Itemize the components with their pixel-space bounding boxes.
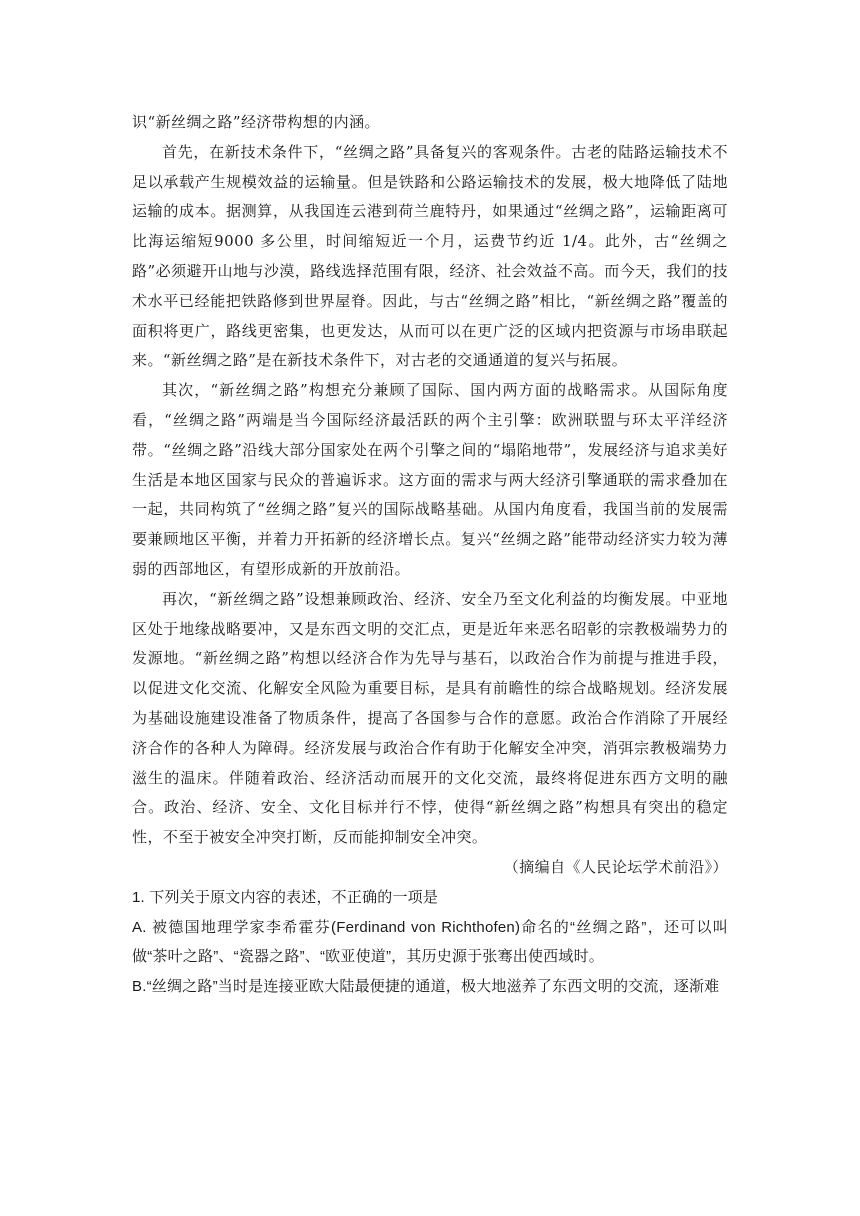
option-b: B.“丝绸之路”当时是连接亚欧大陆最便捷的通道，极大地滋养了东西文明的交流，逐渐难 (132, 978, 720, 996)
paragraph-second-point: 其次，“新丝绸之路”构想充分兼顾了国际、国内两方面的战略需求。从国际角度看，“丝绸之路”两端是当今国际经济最活跃的两个主引擎：欧洲联盟与环太平洋经济带。“丝绸之路”沿线大部分国家处在两个引擎之间的“塌陷地带”，发展经济与追求美好生活是本地区国家与民众的普遍诉求。这方面的需求与两大经济引擎通联的需求叠加在一起，共同构筑了“丝绸之路”复兴的国际战略基础。从国内角度看，我国当前的发展需要兼顾地区平衡，并着力开拓新的经济增长点。复兴“丝绸之路”能带动经济实力较为薄弱的西部地区，有望形成新的开放前沿。 (132, 381, 728, 578)
paragraph-third-point: 再次，“新丝绸之路”设想兼顾政治、经济、安全乃至文化利益的均衡发展。中亚地区处于地缘战略要冲，又是东西文明的交汇点，更是近年来恶名昭彰的宗教极端势力的发源地。“新丝绸之路”构想以经济合作为先导与基石，以政治合作为前提与推进手段，以促进文化交流、化解安全风险为重要目标，是具有前瞻性的综合战略规划。经济发展为基础设施建设准备了物质条件，提高了各国参与合作的意愿。政治合作消除了开展经济合作的各种人为障碍。经济发展与政治合作有助于化解安全冲突，消弭宗教极端势力滋生的温床。伴随着政治、经济活动而展开的文化交流，最终将促进东西方文明的融合。政治、经济、安全、文化目标并行不悖，使得“新丝绸之路”构想具有突出的稳定性，不至于被安全冲突打断，反而能抑制安全冲突。 (132, 589, 728, 847)
document-body (132, 108, 728, 1002)
paragraph-continuation: 识“新丝绸之路”经济带构想的内涵。 (132, 113, 380, 131)
question-stem: 1. 下列关于原文内容的表述，不正确的一项是 (132, 888, 439, 906)
source-citation: （摘编自《人民论坛学术前沿》） (503, 857, 728, 876)
option-a: A. 被德国地理学家李希霍芬(Ferdinand von Richthofen)命名的“丝绸之路”，还可以叫做“茶叶之路”、“瓷器之路”、“欧亚使道”，其历史源于张骞出使西域时。 (132, 918, 728, 966)
paragraph-first-point: 首先，在新技术条件下，“丝绸之路”具备复兴的客观条件。古老的陆路运输技术不足以承载产生规模效益的运输量。但是铁路和公路运输技术的发展，极大地降低了陆地运输的成本。据测算，从我国连云港到荷兰鹿特丹，如果通过“丝绸之路”，运输距离可比海运缩短9000 多公里，时间缩短近一个月，运费节约近 1/4。此外，古“丝绸之路”必须避开山地与沙漠，路线选择范围有限，经济、社会效益不高。而今天，我们的技术水平已经能把铁路修到世界屋脊。因此，与古“丝绸之路”相比，“新丝绸之路”覆盖的面积将更广，路线更密集，也更发达，从而可以在更广泛的区域内把资源与市场串联起来。“新丝绸之路”是在新技术条件下，对古老的交通通道的复兴与拓展。 (132, 142, 728, 370)
